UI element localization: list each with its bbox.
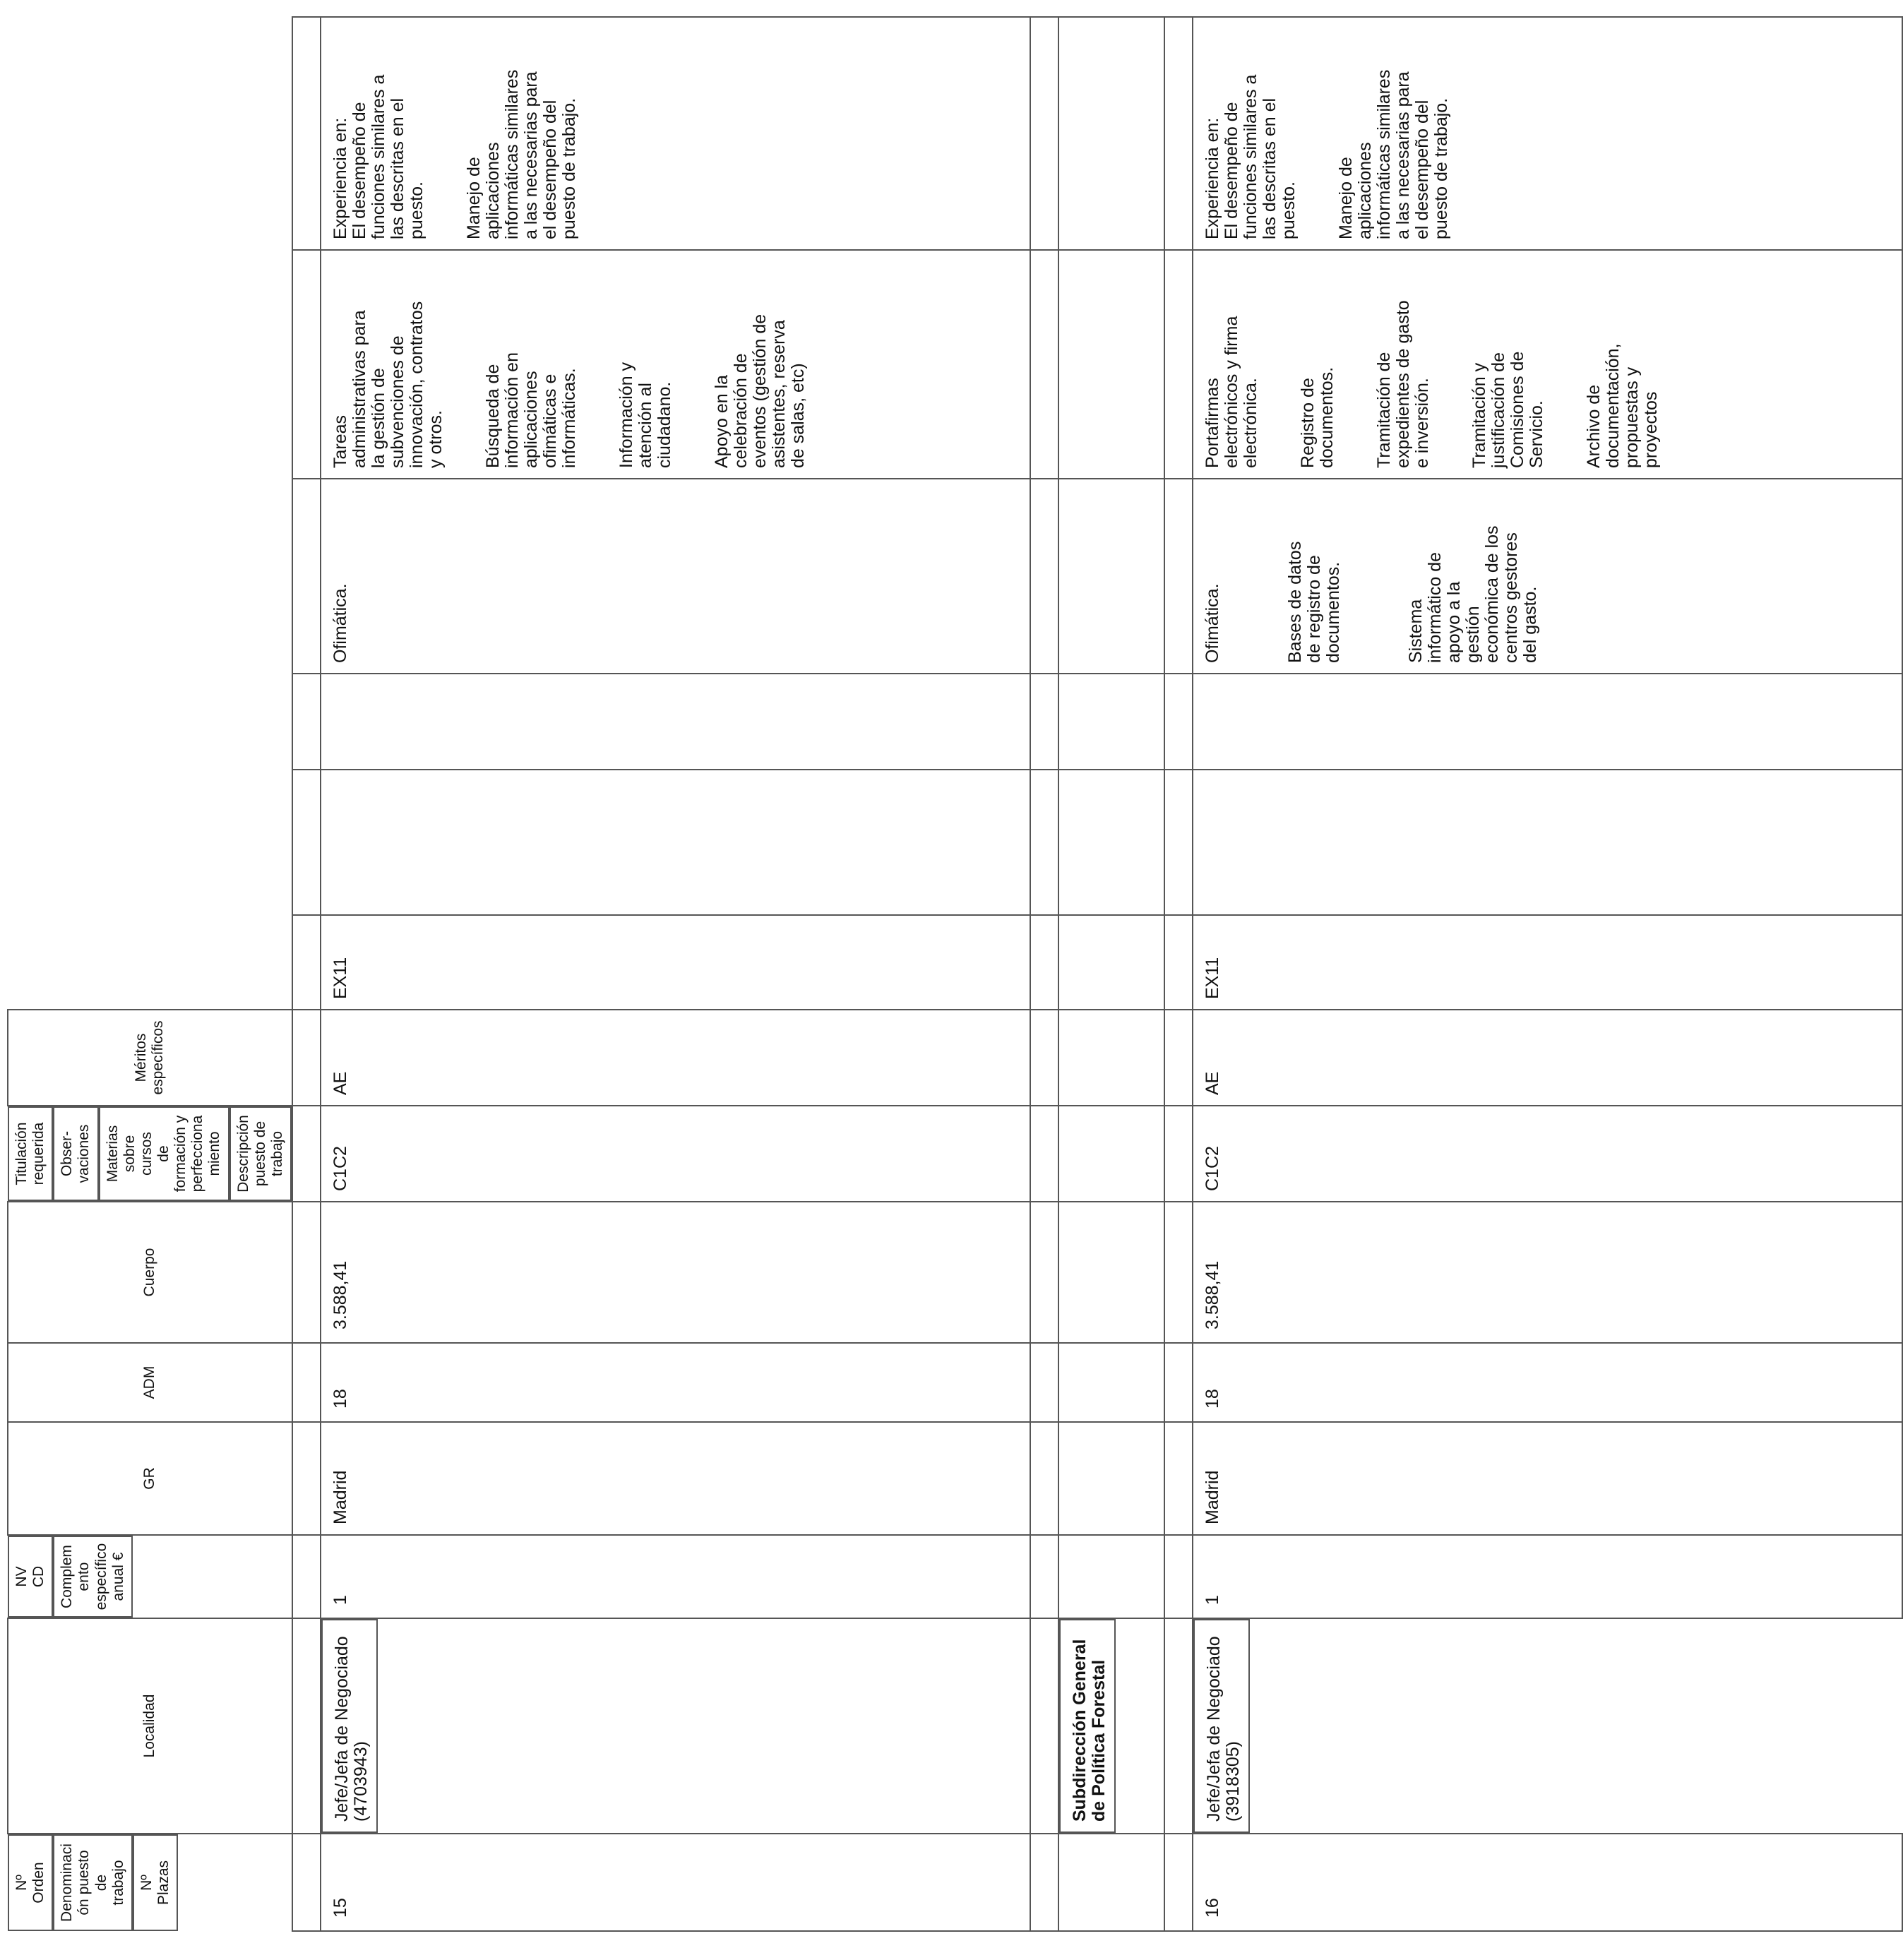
header-nivel: NV CD <box>8 1536 53 1618</box>
materia-item: Ofimática. <box>1202 583 1222 663</box>
cell-meritos <box>1193 17 1902 250</box>
header-adm: ADM <box>8 1343 292 1422</box>
spacer-row <box>1030 17 1058 1931</box>
cell-materias <box>1193 479 1902 674</box>
cell-meritos <box>321 17 1030 250</box>
cell-localidad: Madrid <box>1193 1422 1902 1535</box>
descripcion-item: Portafirmas electrónicos y firma electrónica. <box>1202 316 1260 468</box>
cell-cuerpo: EX11 <box>321 915 1030 1010</box>
materia-item: Bases de datos de registro de documentos. <box>1284 541 1343 663</box>
descripcion-item: Apoyo en la celebración de eventos (gestión de asistentes, reserva de salas, etc) <box>711 313 808 468</box>
header-observaciones: Obser- vaciones <box>53 1106 98 1201</box>
cell-plazas: 1 <box>321 1535 1030 1618</box>
cell-observaciones <box>321 674 1030 770</box>
cell-titulacion <box>321 770 1030 915</box>
spacer-row <box>1164 17 1193 1931</box>
header-denominacion: Denominación puesto de trabajo <box>53 1834 133 1931</box>
section-title: Subdirección General de Política Forestal <box>1059 1619 1116 1833</box>
cell-complemento: 3.588,41 <box>321 1202 1030 1343</box>
merito-item: Manejo de aplicaciones informáticas similares a las necesarias para el desempeño del puesto de trabajo. <box>463 69 579 239</box>
header-plazas: Nº Plazas <box>133 1834 178 1931</box>
cell-orden: 15 <box>321 1834 1030 1931</box>
cell-complemento: 3.588,41 <box>1193 1202 1902 1343</box>
section-row <box>1058 17 1164 1931</box>
table-row <box>321 17 1030 1931</box>
descripcion-item: Búsqueda de información en aplicaciones ofimáticas e informáticas. <box>482 352 579 468</box>
cell-localidad: Madrid <box>321 1422 1030 1535</box>
header-localidad: Localidad <box>8 1618 292 1834</box>
descripcion-item: Tareas administrativas para la gestión de subvenciones de innovación, contratos y otros. <box>330 301 446 468</box>
cell-materias <box>321 479 1030 674</box>
spacer-row <box>292 17 321 1931</box>
cell-adm: AE <box>1193 1010 1902 1106</box>
materia-item: Ofimática. <box>330 583 350 663</box>
descripcion-item: Información y atención al ciudadano. <box>616 361 674 468</box>
header-gr: GR <box>8 1422 292 1535</box>
descripcion-item: Tramitación y justificación de Comisiones de Servicio. <box>1469 351 1546 468</box>
cell-orden: 16 <box>1193 1834 1902 1931</box>
header-orden: Nº Orden <box>8 1834 53 1931</box>
header-complemento: Complemento específico anual € <box>53 1536 133 1618</box>
cell-adm: AE <box>321 1010 1030 1106</box>
cell-gr: C1C2 <box>1193 1106 1902 1202</box>
job-positions-table <box>7 16 1903 1932</box>
header-titulacion: Titulación requerida <box>8 1106 53 1201</box>
materia-item: Sistema informático de apoyo a la gestión económica de los centros gestores del gasto. <box>1405 525 1540 663</box>
cell-nivel: 18 <box>1193 1343 1902 1422</box>
cell-nivel: 18 <box>321 1343 1030 1422</box>
cell-descripcion <box>1193 250 1902 479</box>
table-row <box>1193 17 1902 1931</box>
cell-denominacion: Jefe/Jefa de Negociado (4703943) <box>321 1619 378 1833</box>
merito-item: Manejo de aplicaciones informáticas similares a las necesarias para el desempeño del puesto de trabajo. <box>1335 69 1451 239</box>
cell-plazas: 1 <box>1193 1535 1902 1618</box>
header-materias: Materias sobre cursos de formación y perfeccionamiento <box>99 1106 229 1201</box>
descripcion-item: Registro de documentos. <box>1297 366 1337 468</box>
header-descripcion: Descripción puesto de trabajo <box>229 1106 292 1201</box>
descripcion-item: Tramitación de expedientes de gasto e inversión. <box>1373 300 1432 468</box>
descripcion-item: Archivo de documentación, propuestas y proyectos <box>1583 343 1661 468</box>
header-row <box>8 17 292 1931</box>
cell-gr: C1C2 <box>321 1106 1030 1202</box>
cell-descripcion <box>321 250 1030 479</box>
header-meritos: Méritos específicos <box>8 1010 292 1106</box>
header-cuerpo: Cuerpo <box>8 1202 292 1343</box>
merito-item: Experiencia en: El desempeño de funciones similares a las descritas en el puesto. <box>330 74 426 239</box>
cell-cuerpo: EX11 <box>1193 915 1902 1010</box>
cell-denominacion: Jefe/Jefa de Negociado (3918305) <box>1193 1619 1250 1833</box>
cell-observaciones <box>1193 674 1902 770</box>
cell-titulacion <box>1193 770 1902 915</box>
merito-item: Experiencia en: El desempeño de funciones similares a las descritas en el puesto. <box>1202 74 1299 239</box>
